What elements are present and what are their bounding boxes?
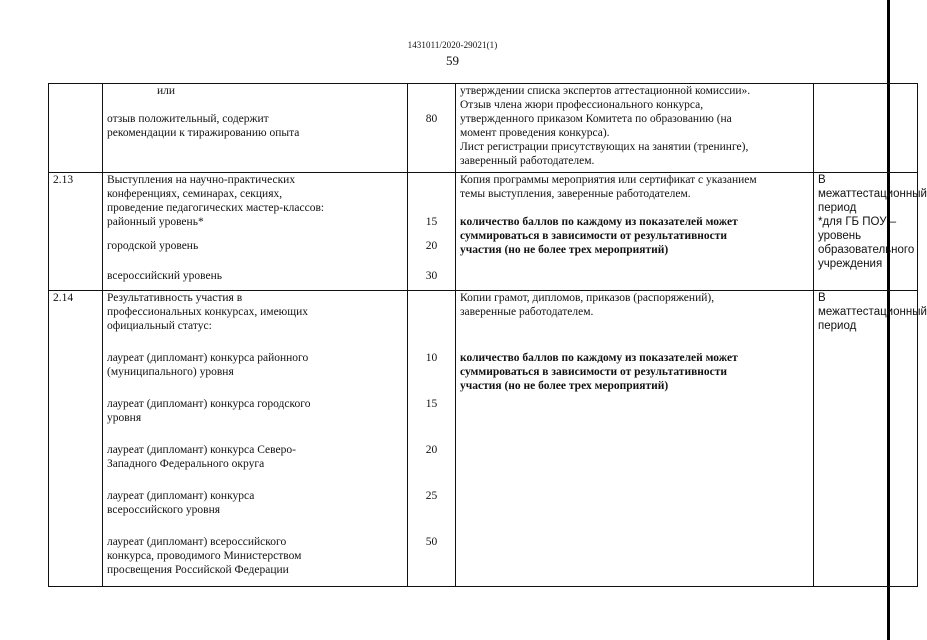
points-cell <box>408 291 456 587</box>
doc-line: момент проведения конкурса). <box>460 127 610 139</box>
doc-line: утверждении списка экспертов аттестационной комиссии». <box>460 85 751 97</box>
indicator-line: Результативность участия в <box>107 292 243 304</box>
note-line: *для ГБ ПОУ – <box>818 216 897 228</box>
level-label: конкурса, проводимого Министерством <box>107 550 302 562</box>
bold-note-line: участия (но не более трех мероприятий) <box>460 244 669 256</box>
indicator-line: конференциях, семинарах, секциях, <box>107 188 283 200</box>
doc-line: Копия программы мероприятия или сертификат с указанием <box>460 174 757 186</box>
points-value: 10 <box>425 352 438 364</box>
page-number: 59 <box>446 53 459 68</box>
bold-note-line: участия (но не более трех мероприятий) <box>460 380 669 392</box>
level-label: Западного Федерального округа <box>107 458 265 470</box>
indicator-cell <box>103 173 408 291</box>
doc-line: заверенный работодателем. <box>460 155 595 167</box>
points-value: 15 <box>425 216 438 228</box>
note-line: межаттестационный <box>818 188 927 200</box>
indicator-line: Выступления на научно-практических <box>107 174 296 186</box>
table-row-2-13 <box>49 173 918 291</box>
level-label: лауреат (дипломант) конкурса <box>107 490 255 502</box>
note-cell <box>814 291 927 587</box>
table-row-continuation <box>49 84 918 173</box>
level-label: районный уровень* <box>107 216 204 228</box>
level-label: лауреат (дипломант) конкурса городского <box>107 398 311 410</box>
row-number: 2.14 <box>49 291 103 587</box>
note-line: образовательного <box>818 244 915 256</box>
doc-line: заверенные работодателем. <box>460 306 594 318</box>
doc-line: Копии грамот, дипломов, приказов (распоряжений), <box>460 292 715 304</box>
doc-line: Отзыв члена жюри профессионального конкурса, <box>460 99 704 111</box>
bold-note-line: количество баллов по каждому из показателей может <box>460 352 738 364</box>
points-value: 25 <box>425 490 438 502</box>
doc-line: утвержденного приказом Комитета по образованию (на <box>460 113 732 125</box>
level-label: всероссийский уровень <box>107 270 223 282</box>
bold-note-line: суммироваться в зависимости от результативности <box>460 366 728 378</box>
documents-cell <box>456 173 814 291</box>
note-line: учреждения <box>818 258 883 270</box>
indicator-cell <box>103 291 408 587</box>
bold-note-line: количество баллов по каждому из показателей может <box>460 216 738 228</box>
level-label: всероссийского уровня <box>107 504 221 516</box>
level-label: городской уровень <box>107 240 199 252</box>
points-value: 80 <box>425 113 438 125</box>
row-number: 2.13 <box>49 173 103 291</box>
doc-line: темы выступления, заверенные работодателем. <box>460 188 691 200</box>
note-line: период <box>818 320 857 332</box>
points-value: 30 <box>425 270 438 282</box>
level-label: уровня <box>107 412 142 424</box>
indicator-line: отзыв положительный, содержит <box>107 113 269 125</box>
row-number-cell <box>49 84 103 173</box>
note-line: межаттестационный <box>818 306 927 318</box>
criteria-table <box>48 83 927 587</box>
level-label: просвещения Российской Федерации <box>107 564 289 576</box>
note-line: уровень <box>818 230 862 242</box>
points-cell <box>408 173 456 291</box>
note-cell <box>814 173 927 291</box>
points-value: 15 <box>425 398 438 410</box>
documents-cell <box>456 84 814 173</box>
note-line: В <box>818 174 826 186</box>
level-label: лауреат (дипломант) всероссийского <box>107 536 287 548</box>
documents-cell <box>456 291 814 587</box>
indicator-or: или <box>157 85 176 97</box>
level-label: (муниципального) уровня <box>107 366 234 378</box>
points-value: 20 <box>425 444 438 456</box>
note-cell <box>814 84 918 173</box>
indicator-line: проведение педагогических мастер-классов: <box>107 202 325 214</box>
bold-note-line: суммироваться в зависимости от результативности <box>460 230 728 242</box>
table-row-2-14 <box>49 291 918 587</box>
indicator-cell <box>103 84 408 173</box>
indicator-line: рекомендации к тиражированию опыта <box>107 127 300 139</box>
note-line: период <box>818 202 857 214</box>
document-id: 1431011/2020-29021(1) <box>407 40 498 50</box>
level-label: лауреат (дипломант) конкурса Северо- <box>107 444 296 456</box>
level-label: лауреат (дипломант) конкурса районного <box>107 352 309 364</box>
note-line: В <box>818 292 826 304</box>
doc-line: Лист регистрации присутствующих на занятии (тренинге), <box>460 141 749 153</box>
indicator-line: официальный статус: <box>107 320 212 332</box>
points-value: 20 <box>425 240 438 252</box>
points-cell <box>408 84 456 173</box>
points-value: 50 <box>425 536 438 548</box>
indicator-line: профессиональных конкурсах, имеющих <box>107 306 309 318</box>
